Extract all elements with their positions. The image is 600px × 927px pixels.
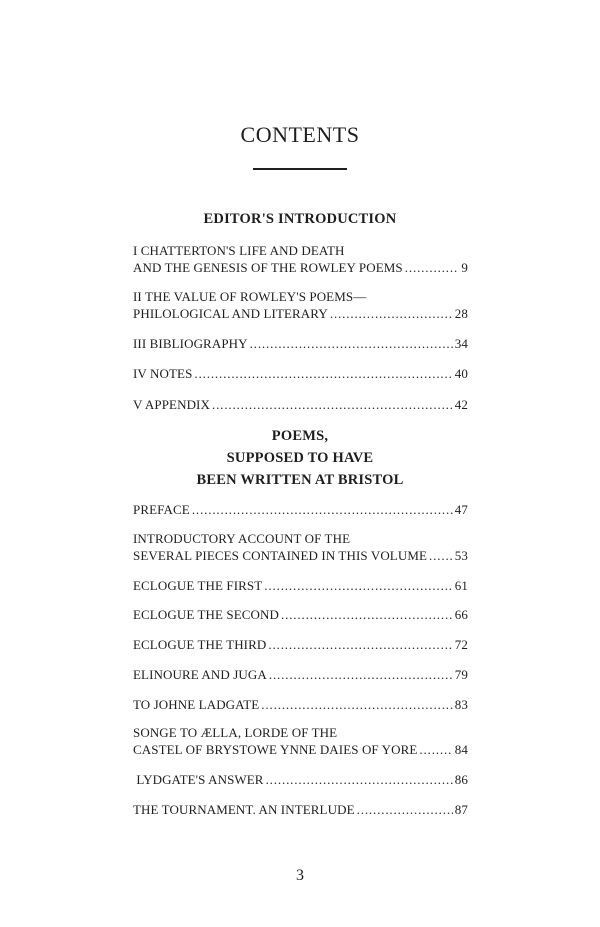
- toc-page-number: 61: [454, 578, 468, 593]
- section-heading-line: BEEN WRITTEN AT BRISTOL: [196, 472, 404, 488]
- toc-entry-label: AND THE GENESIS OF THE ROWLEY POEMS: [133, 260, 403, 275]
- dot-leader: [268, 636, 452, 653]
- dot-leader: [212, 396, 453, 413]
- dot-leader: [194, 365, 452, 382]
- toc-entry-the-tournament[interactable]: [133, 801, 468, 818]
- dot-leader: [250, 335, 453, 352]
- toc-entry-bibliography[interactable]: [133, 335, 468, 352]
- toc-entry-label: SEVERAL PIECES CONTAINED IN THIS VOLUME: [133, 548, 428, 563]
- toc-page-number: 72: [454, 637, 468, 652]
- toc-entry-line: INTRODUCTORY ACCOUNT OF THE: [133, 531, 351, 546]
- toc-entry-line: I CHATTERTON'S LIFE AND DEATH: [133, 243, 345, 258]
- toc-page-number: 34: [454, 336, 468, 351]
- toc-page-number: 40: [454, 366, 468, 381]
- toc-entry-label: TO JOHNE LADGATE: [133, 697, 260, 712]
- section-heading-line: SUPPOSED TO HAVE: [226, 450, 374, 466]
- toc-entry-label: PREFACE: [133, 502, 190, 517]
- toc-entry-notes[interactable]: [133, 365, 468, 382]
- dot-leader: [357, 801, 453, 818]
- toc-page-number: 83: [454, 697, 468, 712]
- toc-page-number: 86: [454, 772, 468, 787]
- toc-entry-chattertons-life[interactable]: [133, 242, 468, 276]
- toc-entry-value-of-rowleys-poems[interactable]: [133, 288, 468, 322]
- toc-page-number: 79: [454, 667, 468, 682]
- dot-leader: [330, 305, 453, 322]
- toc-entry-label: THE TOURNAMENT. AN INTERLUDE: [133, 802, 355, 817]
- toc-entry-label: ECLOGUE THE SECOND: [133, 607, 279, 622]
- dot-leader: [264, 577, 453, 594]
- toc-entry-preface[interactable]: [133, 501, 468, 518]
- toc-entry-line: II THE VALUE OF ROWLEY'S POEMS—: [133, 289, 367, 304]
- page-title: CONTENTS: [240, 122, 360, 147]
- dot-leader: [429, 547, 453, 564]
- toc-page-number: 87: [454, 802, 468, 817]
- toc-page-number: 42: [454, 397, 468, 412]
- toc-entry-eclogue-third[interactable]: [133, 636, 468, 653]
- toc-entry-lydgates-answer[interactable]: [133, 771, 468, 788]
- toc-entry-eclogue-second[interactable]: [133, 606, 468, 623]
- toc-entry-label: ECLOGUE THE FIRST: [133, 578, 263, 593]
- toc-entry-label: ELINOURE AND JUGA: [133, 667, 267, 682]
- toc-entry-label: V APPENDIX: [133, 397, 210, 412]
- toc-entry-label: III BIBLIOGRAPHY: [133, 336, 248, 351]
- toc-entry-label: PHILOLOGICAL AND LITERARY: [133, 306, 328, 321]
- toc-page-number: 28: [454, 306, 468, 321]
- toc-entry-label: ECLOGUE THE THIRD: [133, 637, 267, 652]
- toc-entry-elinoure-and-juga[interactable]: [133, 666, 468, 683]
- page-number: 3: [296, 867, 304, 884]
- title-rule: [253, 168, 347, 170]
- dot-leader: [281, 606, 453, 623]
- dot-leader: [269, 666, 453, 683]
- dot-leader: [405, 259, 460, 276]
- dot-leader: [266, 771, 453, 788]
- toc-entry-to-johne-ladgate[interactable]: [133, 696, 468, 713]
- dot-leader: [419, 741, 452, 758]
- section-heading-poems: [0, 425, 600, 491]
- toc-entry-eclogue-first[interactable]: [133, 577, 468, 594]
- toc-entry-label: IV NOTES: [133, 366, 193, 381]
- toc-entry-line: SONGE TO ÆLLA, LORDE OF THE: [133, 725, 338, 740]
- dot-leader: [192, 501, 453, 518]
- toc-entry-appendix[interactable]: [133, 396, 468, 413]
- dot-leader: [261, 696, 453, 713]
- toc-page-number: 53: [454, 548, 468, 563]
- toc-entry-introductory-account[interactable]: [133, 530, 468, 564]
- toc-page-number: 47: [454, 502, 468, 517]
- section-heading-editors-introduction: EDITOR'S INTRODUCTION: [203, 211, 397, 227]
- section-heading-line: POEMS,: [271, 428, 329, 444]
- toc-page-number: 84: [454, 742, 468, 757]
- toc-entry-label: CASTEL OF BRYSTOWE YNNE DAIES OF YORE: [133, 742, 418, 757]
- toc-entry-songe-to-aella[interactable]: [133, 724, 468, 758]
- toc-entry-label: LYDGATE'S ANSWER: [133, 772, 264, 787]
- toc-page-number: 9: [461, 260, 468, 275]
- toc-page-number: 66: [454, 607, 468, 622]
